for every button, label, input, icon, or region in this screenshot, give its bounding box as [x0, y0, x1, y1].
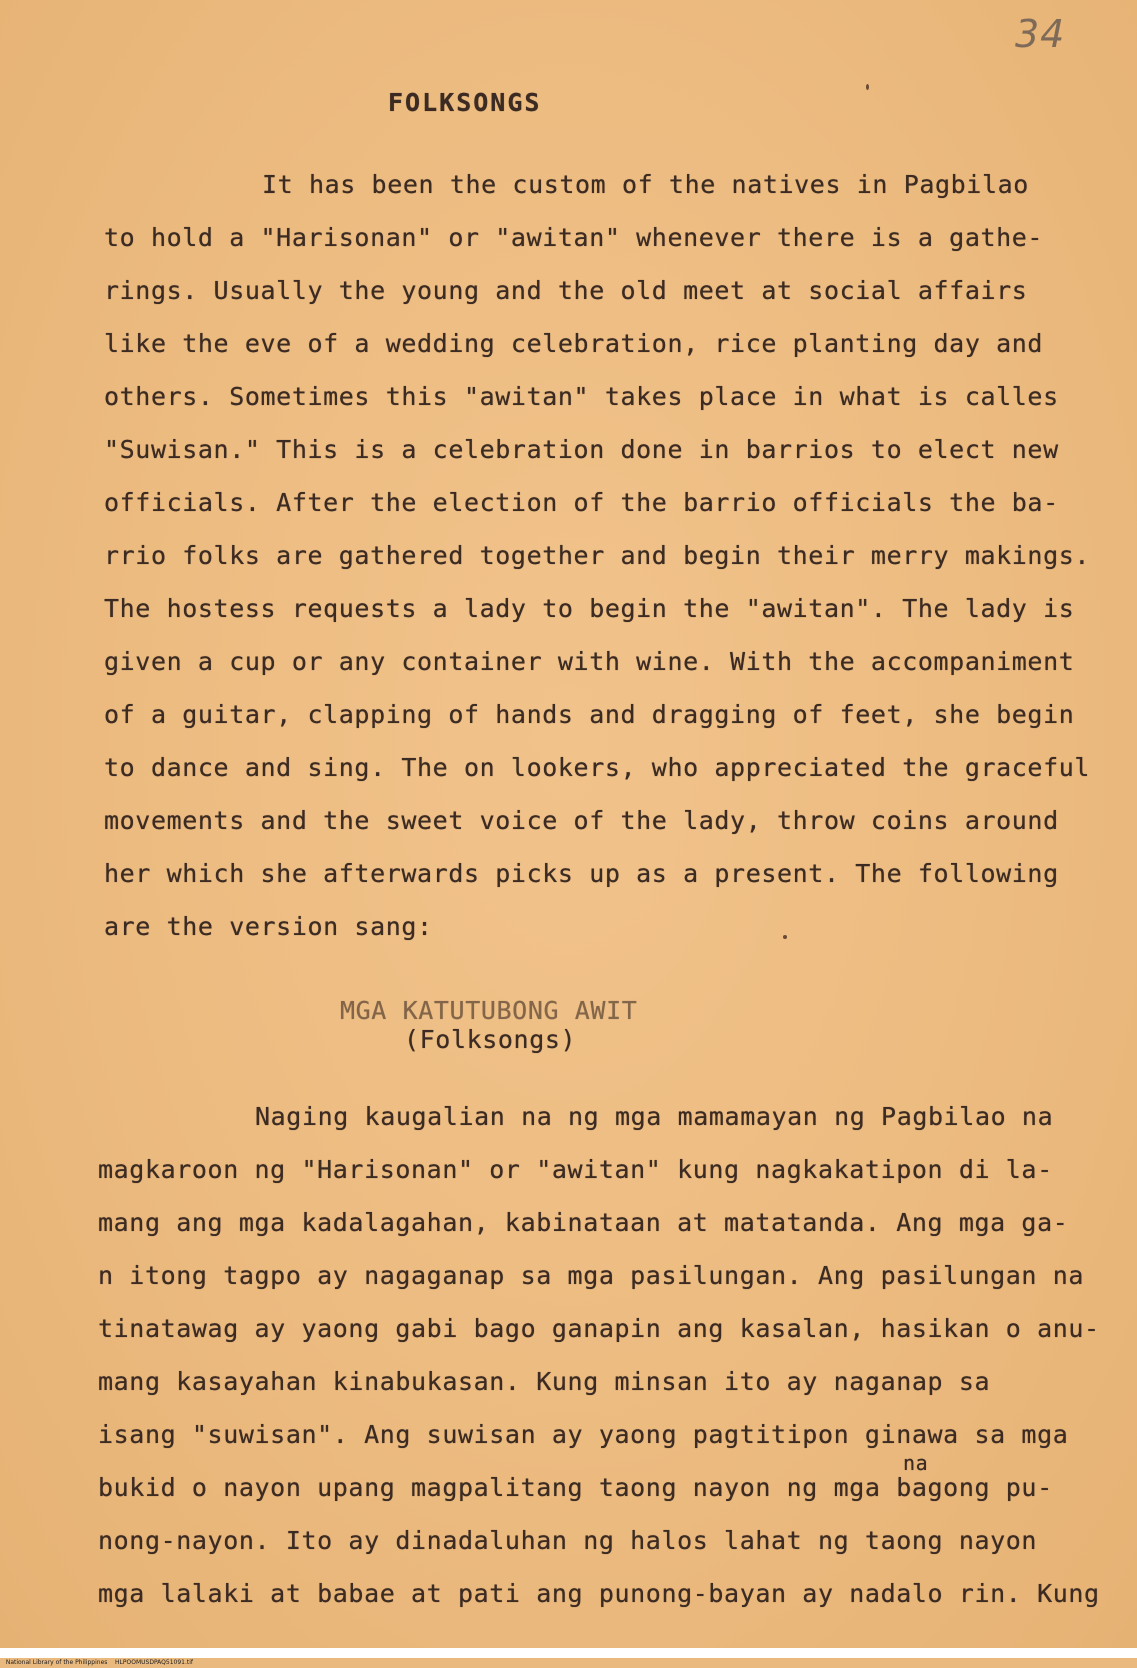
english-line-2: to hold a "Harisonan" or "awitan" whenever there is a gathe- — [104, 223, 1044, 252]
tagalog-line-1: Naging kaugalian na ng mga mamamayan ng Pagbilao na — [255, 1102, 1054, 1131]
tagalog-line-9: nong-nayon. Ito ay dinadaluhan ng halos lahat ng taong nayon — [98, 1526, 1038, 1555]
english-line-1: It has been the custom of the natives in Pagbilao — [262, 170, 1029, 199]
scan-footer — [0, 1648, 1137, 1666]
scan-footer-text: National Library of the Philippines HLPOOMUSDPAQ51091.tif — [5, 1659, 194, 1666]
handwritten-page-number: 34 — [1015, 12, 1066, 56]
ink-speck — [866, 84, 869, 90]
english-line-14: her which she afterwards picks up as a present. The following — [104, 859, 1059, 888]
english-line-8: rrio folks are gathered together and begin their merry makings. — [104, 541, 1091, 570]
ink-speck — [783, 935, 787, 939]
english-line-3: rings. Usually the young and the old meet at social affairs — [104, 276, 1028, 305]
tagalog-line-10: mga lalaki at babae at pati ang punong-bayan ay nadalo rin. Kung — [98, 1579, 1100, 1608]
english-line-4: like the eve of a wedding celebration, rice planting day and — [104, 329, 1044, 358]
english-line-10: given a cup or any container with wine. With the accompaniment — [104, 647, 1075, 676]
tagalog-line-6: mang kasayahan kinabukasan. Kung minsan ito ay naganap sa — [98, 1367, 991, 1396]
english-line-15: are the version sang: — [104, 912, 433, 941]
page-title: FOLKSONGS — [388, 88, 542, 117]
english-line-9: The hostess requests a lady to begin the "awitan". The lady is — [104, 594, 1075, 623]
interlinear-insertion: na — [903, 1451, 929, 1475]
tagalog-line-4: n itong tagpo ay nagaganap sa mga pasilungan. Ang pasilungan na — [98, 1261, 1085, 1290]
english-line-6: "Suwisan." This is a celebration done in barrios to elect new — [104, 435, 1059, 464]
english-line-13: movements and the sweet voice of the lady, throw coins around — [104, 806, 1059, 835]
english-line-12: to dance and sing. The on lookers, who appreciated the graceful — [104, 753, 1091, 782]
english-line-11: of a guitar, clapping of hands and dragging of feet, she begin — [104, 700, 1075, 729]
tagalog-heading: MGA KATUTUBONG AWIT — [340, 996, 638, 1025]
english-line-7: officials. After the election of the barrio officials the ba- — [104, 488, 1059, 517]
english-line-5: others. Sometimes this "awitan" takes place in what is calles — [104, 382, 1059, 411]
tagalog-line-7: isang "suwisan". Ang suwisan ay yaong pagtitipon ginawa sa mga — [98, 1420, 1069, 1449]
tagalog-line-5: tinatawag ay yaong gabi bago ganapin ang kasalan, hasikan o anu- — [98, 1314, 1100, 1343]
tagalog-line-2: magkaroon ng "Harisonan" or "awitan" kung nagkakatipon di la- — [98, 1155, 1053, 1184]
tagalog-subheading: (Folksongs) — [404, 1025, 577, 1054]
tagalog-line-3: mang ang mga kadalagahan, kabinataan at matatanda. Ang mga ga- — [98, 1208, 1069, 1237]
tagalog-line-8: bukid o nayon upang magpalitang taong nayon ng mga bagong pu- — [98, 1473, 1053, 1502]
